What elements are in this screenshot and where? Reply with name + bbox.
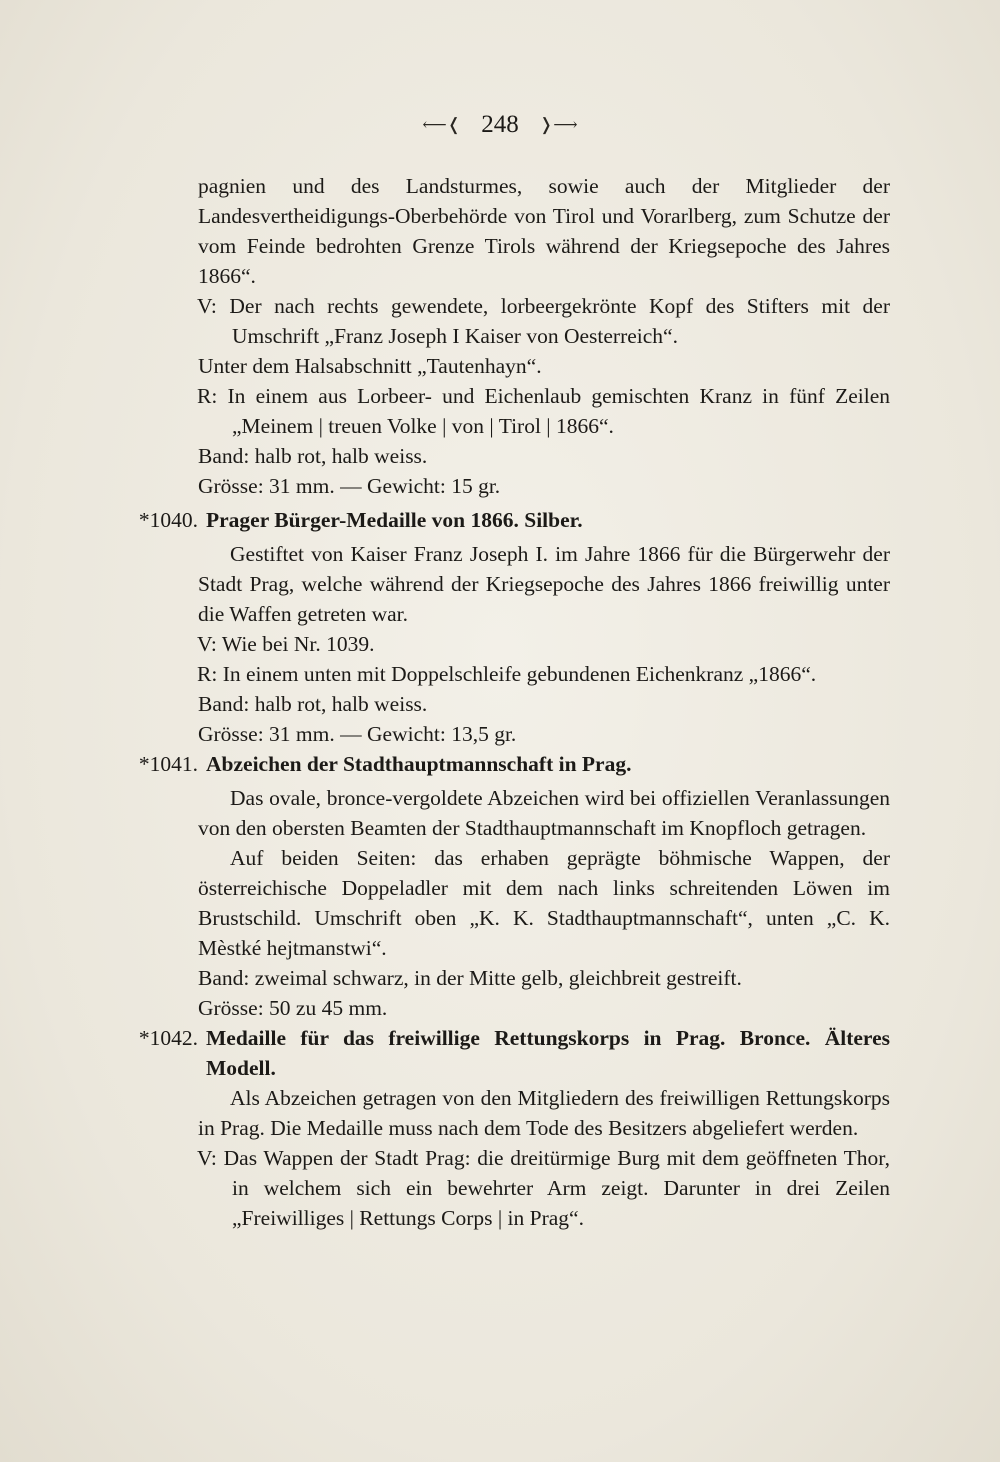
entry-band: Band: halb rot, halb weiss. <box>198 692 428 716</box>
intro-continuation: pagnien und des Landsturmes, sowie auch der Mitglieder der Landesvertheidigungs-Oberbehörde von Tirol und Vorarlberg, zum Schutze der vom Feinde bedrohten Grenze Tirols während der Kriegsepoche des Jahres 1866“. <box>198 174 890 288</box>
entry-number: *1041. <box>138 752 198 776</box>
entry-size: Grösse: 31 mm. — Gewicht: 13,5 gr. <box>198 722 517 746</box>
entry-number: *1042. <box>138 1026 198 1050</box>
entry-number: *1040. <box>138 508 198 532</box>
intro-obverse: V: Der nach rechts gewendete, lorbeergekrönte Kopf des Stifters mit der Umschrift „Franz Joseph I Kaiser von Oesterreich“. <box>197 294 890 348</box>
entry-size: Grösse: 50 zu 45 mm. <box>198 996 388 1020</box>
entry-reverse: R: In einem unten mit Doppelschleife gebundenen Eichenkranz „1866“. <box>197 662 817 686</box>
right-ornament: ❭⟶ <box>539 115 578 134</box>
page-body <box>100 171 890 1233</box>
page-header <box>0 110 1000 140</box>
intro-size: Grösse: 31 mm. — Gewicht: 15 gr. <box>198 474 501 498</box>
entry-title: Medaille für das freiwillige Rettungskorps in Prag. Bronce. Älteres Modell. <box>206 1026 890 1080</box>
intro-reverse: R: In einem aus Lorbeer- und Eichenlaub gemischten Kranz in fünf Zeilen „Meinem | treuen Volke | von | Tirol | 1866“. <box>197 384 890 438</box>
intro-under-text: Unter dem Halsabschnitt „Tautenhayn“. <box>198 354 542 378</box>
entry-band: Band: zweimal schwarz, in der Mitte gelb, gleichbreit gestreift. <box>198 966 742 990</box>
entry-description: Das ovale, bronce-vergoldete Abzeichen wird bei offiziellen Veranlassungen von den obersten Beamten der Stadthauptmannschaft im Knopfloch getragen. <box>198 786 890 840</box>
left-ornament: ⟵❬ <box>422 115 461 134</box>
entry-title: Abzeichen der Stadthauptmannschaft in Prag. <box>206 752 632 776</box>
entry-obverse: V: Wie bei Nr. 1039. <box>197 632 375 656</box>
entry-obverse: V: Das Wappen der Stadt Prag: die dreitürmige Burg mit dem geöffneten Thor, in welchem sich ein bewehrter Arm zeigt. Darunter in drei Zeilen „Freiwilliges | Rettungs Corps | in Prag“. <box>197 1146 890 1230</box>
entry-title: Prager Bürger-Medaille von 1866. Silber. <box>206 508 583 532</box>
intro-band: Band: halb rot, halb weiss. <box>198 444 428 468</box>
entry-heading-1042 <box>100 1023 890 1083</box>
entry-heading-1040 <box>100 505 890 535</box>
page-number: 248 <box>481 111 519 138</box>
entry-description-sides: Auf beiden Seiten: das erhaben geprägte böhmische Wappen, der österreichische Doppeladler mit dem nach links schreitenden Löwen im Brustschild. Umschrift oben „K. K. Stadthauptmannschaft“, unten „C. K. Mèstké hejtmanstwi“. <box>198 846 890 960</box>
entry-description: Gestiftet von Kaiser Franz Joseph I. im Jahre 1866 für die Bürgerwehr der Stadt Prag, welche während der Kriegsepoche des Jahres 1866 freiwillig unter die Waffen getreten war. <box>198 542 890 626</box>
entry-description: Als Abzeichen getragen von den Mitgliedern des freiwilligen Rettungskorps in Prag. Die Medaille muss nach dem Tode des Besitzers abgeliefert werden. <box>198 1086 890 1140</box>
entry-heading-1041 <box>100 749 890 779</box>
